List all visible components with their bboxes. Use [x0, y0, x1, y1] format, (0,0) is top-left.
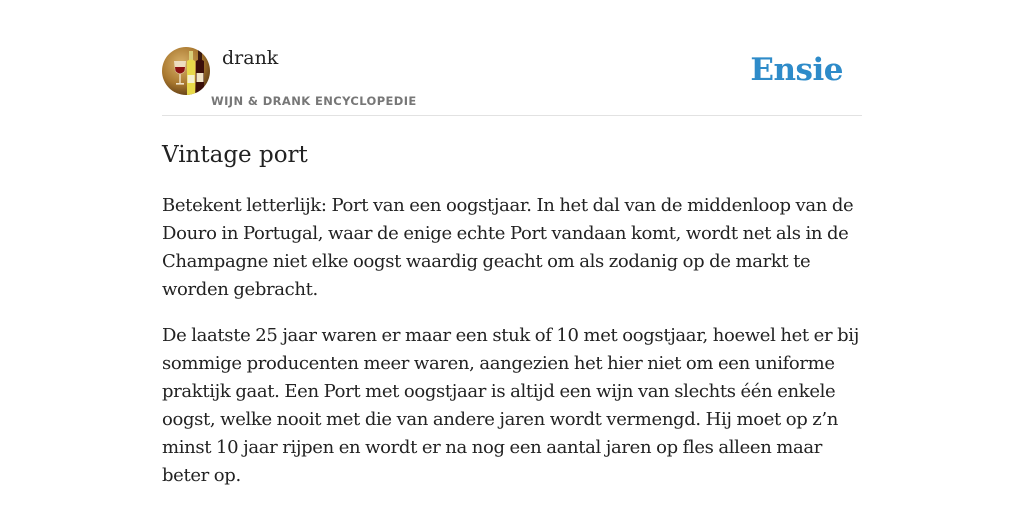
entry-paragraph: De laatste 25 jaar waren er maar een stuk of 10 met oogstjaar, hoewel het er bij sommige producenten meer waren, aangezien het hier niet om een uniforme praktijk gaat. Een Port met oogstjaar is altijd een wijn van slechts één enkele oogst, welke nooit met die van andere jaren wordt vermengd. Hij moet op z’n minst 10 jaar rijpen en wordt er na nog een aantal jaren op fles alleen maar beter op.	[162, 325, 859, 486]
category-name[interactable]: drank	[222, 47, 279, 69]
entry-title: Vintage port	[162, 142, 308, 168]
entry-paragraph: Betekent letterlijk: Port van een oogstjaar. In het dal van de middenloop van de Douro in Portugal, waar de enige echte Port vandaan komt, wordt net als in de Champagne niet elke oogst waardig geacht om als zodanig op de markt te worden gebracht.	[162, 195, 854, 300]
category-subtitle: WIJN & DRANK ENCYCLOPEDIE	[211, 94, 417, 108]
header-divider	[162, 115, 862, 116]
ensie-logo[interactable]: Ensie	[750, 52, 843, 88]
wine-bottles-icon	[162, 47, 210, 95]
category-avatar[interactable]	[162, 47, 210, 95]
entry-content	[162, 192, 862, 508]
